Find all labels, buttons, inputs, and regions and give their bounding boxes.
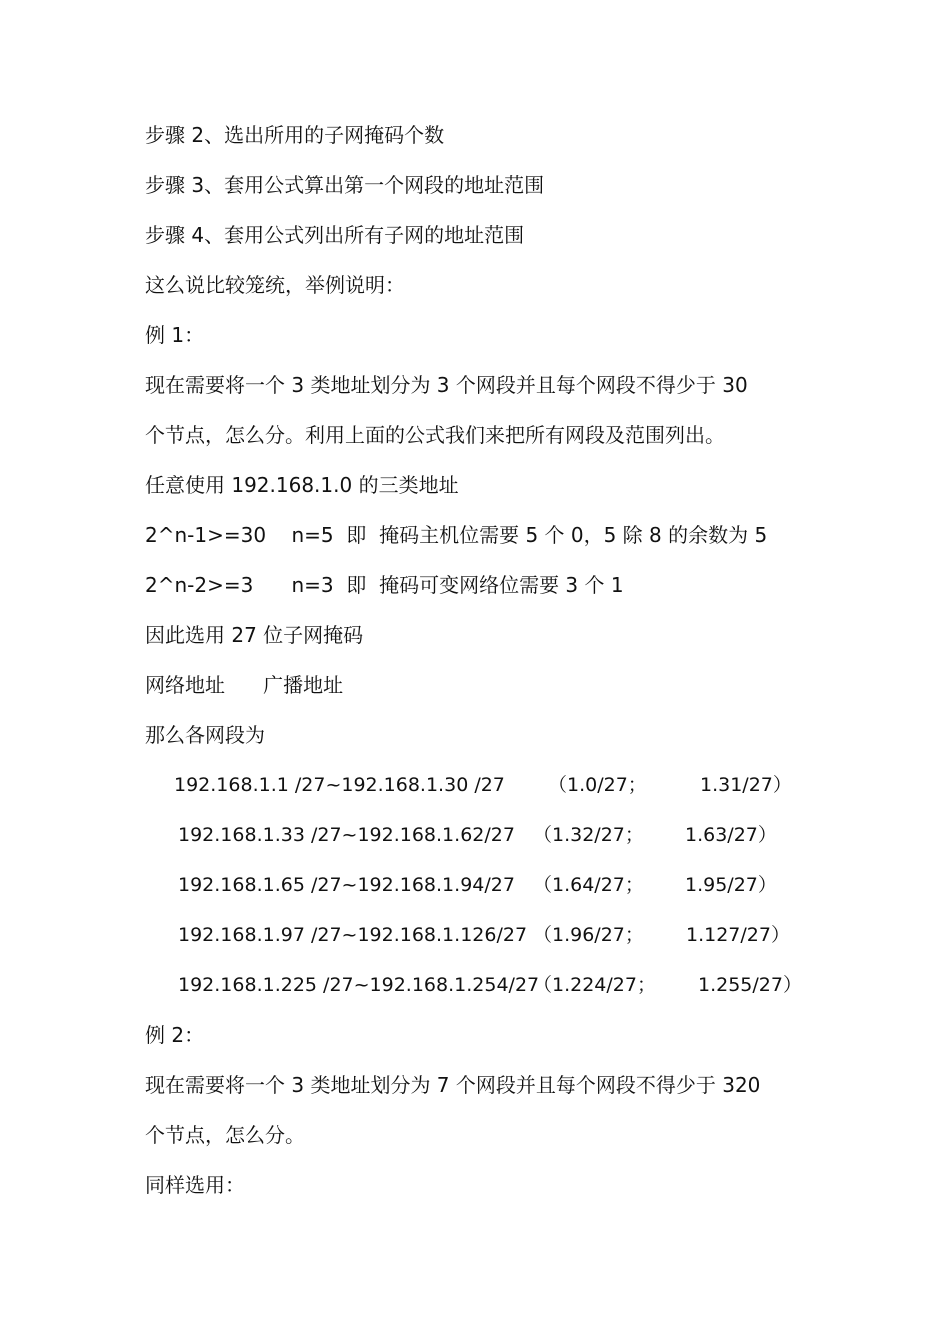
address-choice-text: 任意使用 192.168.1.0 的三类地址 <box>145 473 459 497</box>
example-2-choice-text: 同样选用： <box>145 1173 245 1197</box>
network-bits-formula: 2^n-2>=3 n=3 即 掩码可变网络位需要 3 个 1 <box>145 573 624 597</box>
example-2-problem-line-1: 现在需要将一个 3 类地址划分为 7 个网段并且每个网段不得少于 320 <box>145 1073 761 1097</box>
subnet-range: 192.168.1.97 /27~192.168.1.126/27 <box>178 924 528 946</box>
subnet-range: 192.168.1.1 /27~192.168.1.30 /27 <box>174 774 505 796</box>
subnet-list-intro: 那么各网段为 <box>145 723 265 747</box>
subnet-range: 192.168.1.65 /27~192.168.1.94/27 <box>178 874 515 896</box>
mask-choice-text: 因此选用 27 位子网掩码 <box>145 623 364 647</box>
subnet-range: 192.168.1.225 /27~192.168.1.254/27 <box>178 974 540 996</box>
subnet-broadcast-address: 1.95/27） <box>685 874 777 896</box>
subnet-broadcast-address: 1.127/27） <box>686 924 790 946</box>
example-2-problem-line-2: 个节点，怎么分。 <box>145 1123 305 1147</box>
address-column-labels: 网络地址 广播地址 <box>145 673 344 697</box>
subnet-broadcast-address: 1.255/27） <box>698 974 802 996</box>
example-1-heading: 例 1： <box>145 323 205 347</box>
subnet-broadcast-address: 1.63/27） <box>685 824 777 846</box>
subnet-range: 192.168.1.33 /27~192.168.1.62/27 <box>178 824 515 846</box>
step-2-text: 步骤 2、选出所用的子网掩码个数 <box>145 123 445 147</box>
subnet-network-address: （1.0/27； <box>548 774 647 796</box>
subnet-network-address: （1.224/27； <box>533 974 656 996</box>
subnet-network-address: （1.32/27； <box>533 824 644 846</box>
example-2-heading: 例 2： <box>145 1023 205 1047</box>
intro-text: 这么说比较笼统，举例说明： <box>145 273 405 297</box>
subnet-network-address: （1.64/27； <box>533 874 644 896</box>
host-bits-formula: 2^n-1>=30 n=5 即 掩码主机位需要 5 个 0，5 除 8 的余数为 5 <box>145 523 768 547</box>
step-3-text: 步骤 3、套用公式算出第一个网段的地址范围 <box>145 173 545 197</box>
subnet-network-address: （1.96/27； <box>533 924 644 946</box>
step-4-text: 步骤 4、套用公式列出所有子网的地址范围 <box>145 223 525 247</box>
subnet-broadcast-address: 1.31/27） <box>700 774 792 796</box>
example-1-problem-line-2: 个节点，怎么分。利用上面的公式我们来把所有网段及范围列出。 <box>145 423 725 447</box>
example-1-problem-line-1: 现在需要将一个 3 类地址划分为 3 个网段并且每个网段不得少于 30 <box>145 373 748 397</box>
